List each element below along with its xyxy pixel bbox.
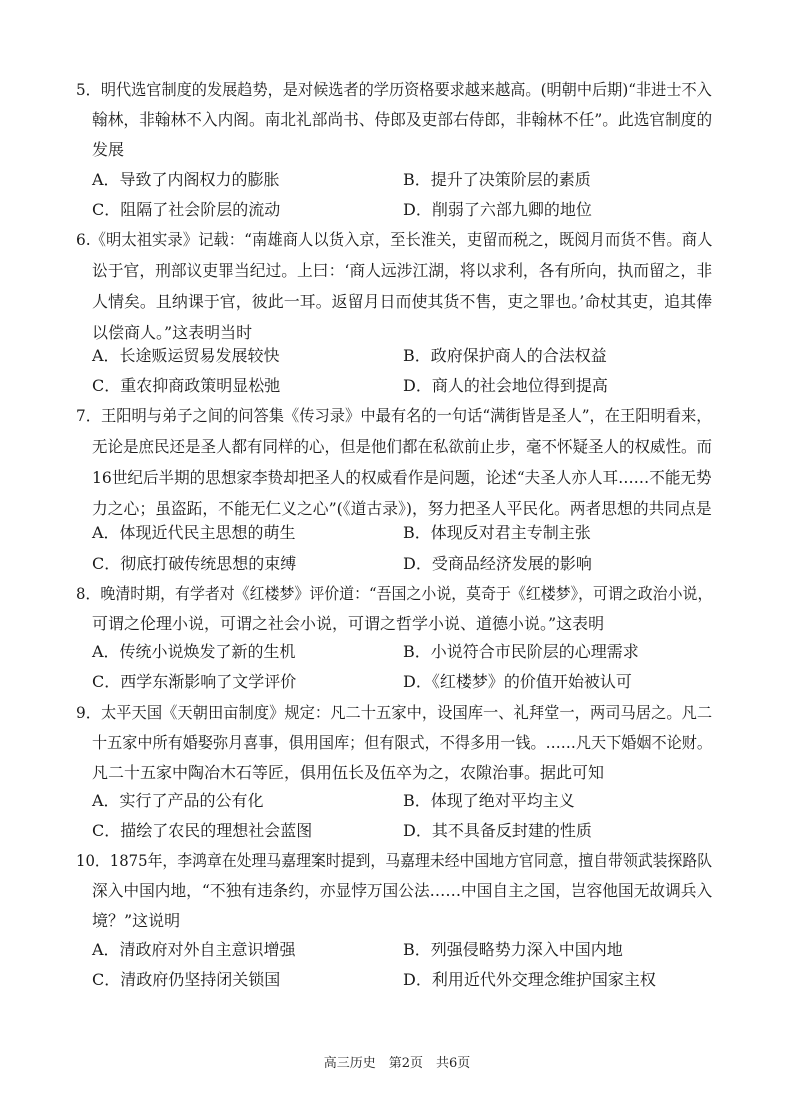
question-text-line: 十五家中所有婚娶弥月喜事，俱用国库；但有限式，不得多用一钱。……凡天下婚姻不论财。 <box>92 733 713 752</box>
question-text-line: 凡二十五家中陶冶木石等匠，俱用伍长及伍卒为之，农隙治事。据此可知 <box>92 763 605 782</box>
question-text-line: 深入中国内地，“不独有违条约，亦显悖万国公法……中国自主之国，岂容他国无故调兵入 <box>92 881 713 900</box>
option-b: B．政府保护商人的合法权益 <box>403 346 607 365</box>
option-b: B．小说符合市民阶层的心理需求 <box>403 642 639 661</box>
option-a: A．体现近代民主思想的萌生 <box>92 523 296 542</box>
question-text-line: 9．太平天国《天朝田亩制度》规定：凡二十五家中，设国库一、礼拜堂一，两司马居之。凡二 <box>76 703 713 722</box>
option-d: D．利用近代外交理念维护国家主权 <box>403 970 656 989</box>
option-d: D．受商品经济发展的影响 <box>403 554 592 573</box>
option-c: C．描绘了农民的理想社会蓝图 <box>92 821 313 840</box>
option-a: A．导致了内阁权力的膨胀 <box>92 170 280 189</box>
question-text-line: 6.《明太祖实录》记载：“南雄商人以货入京，至长淮关，吏留而税之，既阅月而货不售。商人 <box>76 230 713 249</box>
option-c: C．清政府仍坚持闭关锁国 <box>92 970 281 989</box>
question-text-line: 7．王阳明与弟子之间的问答集《传习录》中最有名的一句话“满街皆是圣人”，在王阳明看来， <box>76 406 712 425</box>
option-a: A．实行了产品的公有化 <box>92 791 264 810</box>
option-b: B．提升了决策阶层的素质 <box>403 170 591 189</box>
option-d: D．商人的社会地位得到提高 <box>403 376 608 395</box>
question-text-line: 力之心；虽盗跖，不能无仁义之心”(《道古录》)，努力把圣人平民化。两者思想的共同点是 <box>92 499 712 518</box>
question-text-line: 5．明代选官制度的发展趋势，是对候选者的学历资格要求越来越高。(明朝中后期)“非进士不入 <box>76 80 712 99</box>
question-text-line: 8．晚清时期，有学者对《红楼梦》评价道：“吾国之小说，莫奇于《红楼梦》，可谓之政治小说， <box>76 584 713 603</box>
question-text-line: 10．1875年，李鸿章在处理马嘉理案时提到，马嘉理未经中国地方官同意，擅自带领武装探路队 <box>76 851 713 870</box>
option-d: D．削弱了六部九卿的地位 <box>403 200 592 219</box>
question-text-line: 翰林，非翰林不入内阁。南北礼部尚书、侍郎及吏部右侍郎，非翰林不任”。此选官制度的 <box>92 110 713 129</box>
question-text-line: 人情矣。且纳课于官，彼此一耳。返留月日而使其货不售，吏之罪也。’命杖其吏，追其俸 <box>92 292 713 311</box>
option-a: A．清政府对外自主意识增强 <box>92 940 296 959</box>
option-d: D．其不具备反封建的性质 <box>403 821 592 840</box>
option-a: A．长途贩运贸易发展较快 <box>92 346 280 365</box>
question-text-line: 以偿商人。”这表明当时 <box>92 323 253 342</box>
question-text-line: 无论是庶民还是圣人都有同样的心，但是他们都在私欲前止步，毫不怀疑圣人的权威性。而 <box>92 437 713 456</box>
option-b: B．体现了绝对平均主义 <box>403 791 575 810</box>
option-c: C．阻隔了社会阶层的流动 <box>92 200 281 219</box>
option-c: C．重农抑商政策明显松弛 <box>92 376 281 395</box>
option-c: C．西学东渐影响了文学评价 <box>92 672 297 691</box>
question-text-line: 讼于官，刑部议吏罪当纪过。上曰：‘商人远涉江湖，将以求利，各有所向，执而留之，非 <box>92 261 713 280</box>
question-text-line: 可谓之伦理小说，可谓之社会小说，可谓之哲学小说、道德小说。”这表明 <box>92 614 605 633</box>
question-text-line: 16世纪后半期的思想家李贽却把圣人的权威看作是问题，论述“夫圣人亦人耳……不能无势 <box>92 468 712 487</box>
option-a: A．传统小说焕发了新的生机 <box>92 642 296 661</box>
page-footer: 高三历史 第2页 共6页 <box>323 1056 471 1071</box>
option-c: C．彻底打破传统思想的束缚 <box>92 554 297 573</box>
question-text-line: 发展 <box>92 140 125 159</box>
option-d: D．《红楼梦》的价值开始被认可 <box>403 672 632 691</box>
question-text-line: 境？”这说明 <box>92 911 181 930</box>
option-b: B．列强侵略势力深入中国内地 <box>403 940 623 959</box>
option-b: B．体现反对君主专制主张 <box>403 523 591 542</box>
